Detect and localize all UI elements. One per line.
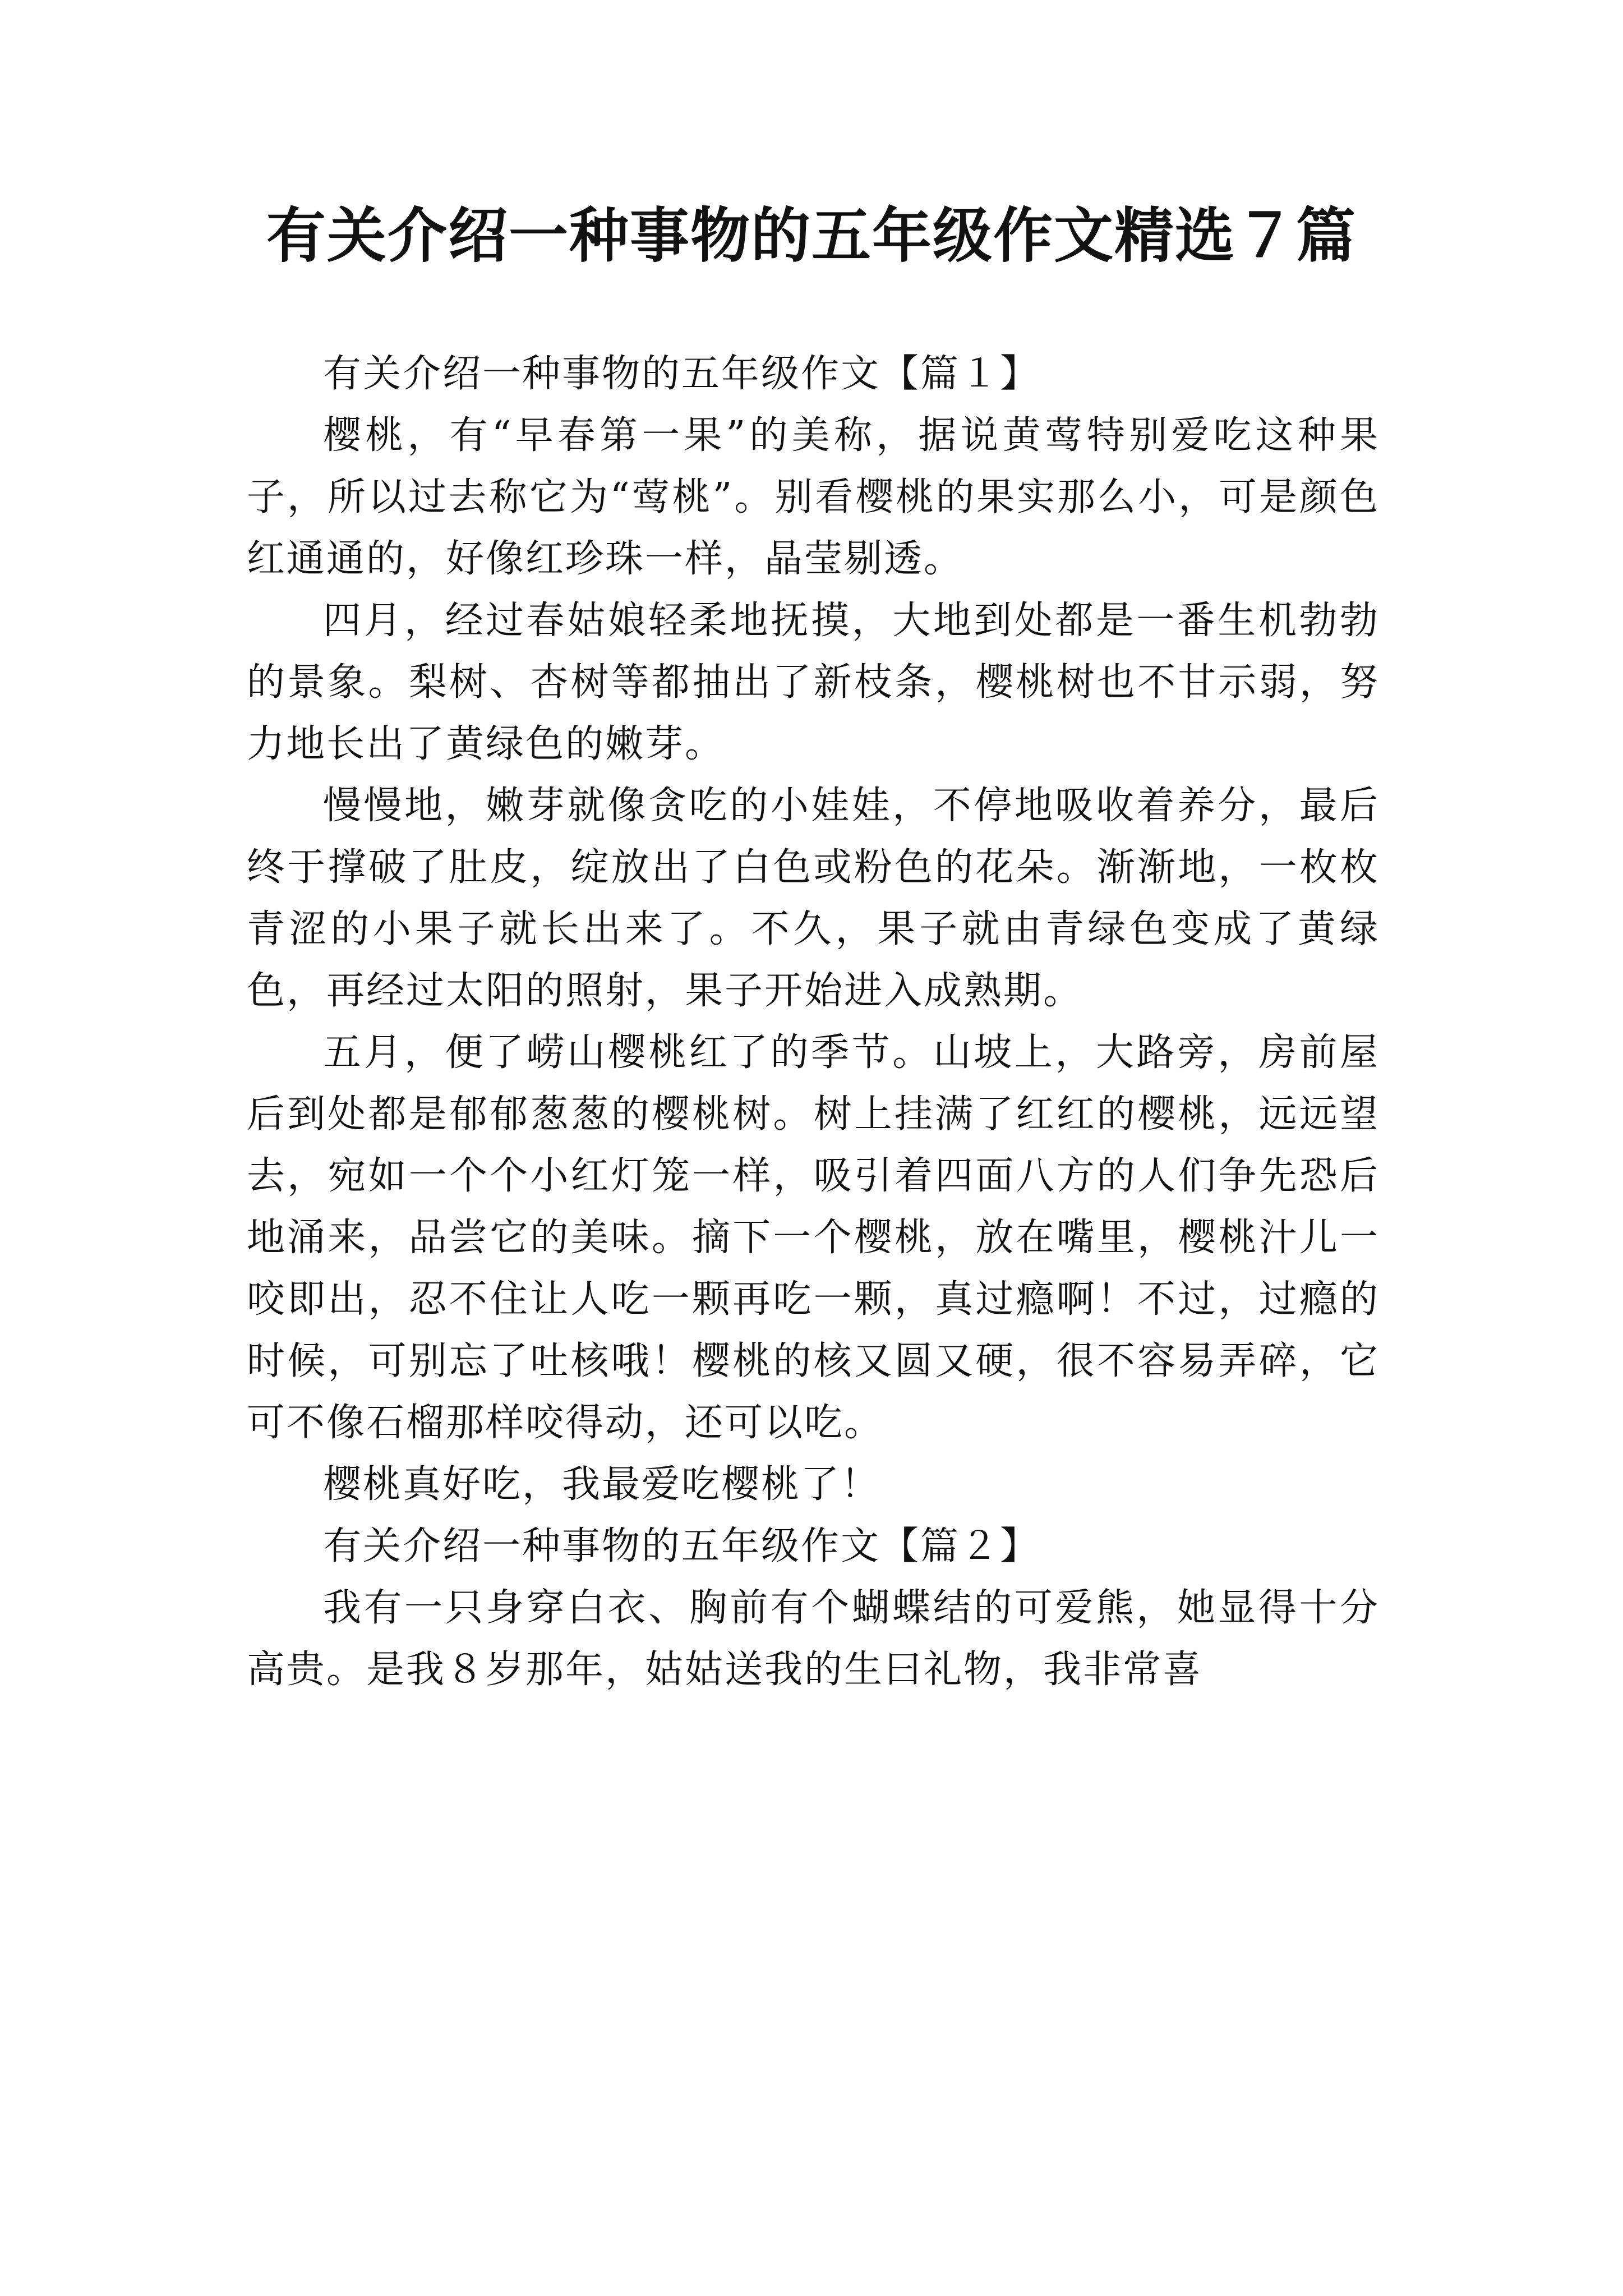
document-body [247, 343, 1380, 1701]
paragraph: 五月，便了崂山樱桃红了的季节。山坡上，大路旁，房前屋后到处都是郁郁葱葱的樱桃树。树上挂满了红红的樱桃，远远望去，宛如一个个小红灯笼一样，吸引着四面八方的人们争先恐后地涌来，品尝它的美味。摘下一个樱桃，放在嘴里，樱桃汁儿一咬即出，忍不住让人吃一颗再吃一颗，真过瘾啊！不过，过瘾的时候，可别忘了吐核哦！樱桃的核又圆又硬，很不容易弄碎，它可不像石榴那样咬得动，还可以吃。 [247, 1030, 1380, 1445]
paragraph: 四月，经过春姑娘轻柔地抚摸，大地到处都是一番生机勃勃的景象。梨树、杏树等都抽出了新枝条，樱桃树也不甘示弱，努力地长出了黄绿色的嫩芽。 [247, 599, 1380, 766]
paragraph: 我有一只身穿白衣、胸前有个蝴蝶结的可爱熊，她显得十分高贵。是我８岁那年，姑姑送我的生曰礼物，我非常喜 [247, 1586, 1380, 1692]
section-heading-1: 有关介绍一种事物的五年级作文【篇１】 [323, 352, 1040, 396]
section-heading-2: 有关介绍一种事物的五年级作文【篇２】 [323, 1524, 1040, 1568]
paragraph: 慢慢地，嫩芽就像贪吃的小娃娃，不停地吸收着养分，最后终于撑破了肚皮，绽放出了白色或粉色的花朵。渐渐地，一枚枚青涩的小果子就长出来了。不久，果子就由青绿色变成了黄绿色，再经过太阳的照射，果子开始进入成熟期。 [247, 784, 1380, 1013]
document-title: 有关介绍一种事物的五年级作文精选７篇 [266, 200, 1357, 270]
paragraph: 樱桃，有“早春第一果”的美称，据说黄莺特别爱吃这种果子，所以过去称它为“莺桃”。别看樱桃的果实那么小，可是颜色红通通的，好像红珍珠一样，晶莹剔透。 [247, 413, 1380, 581]
paragraph: 樱桃真好吃，我最爱吃樱桃了！ [323, 1462, 881, 1507]
